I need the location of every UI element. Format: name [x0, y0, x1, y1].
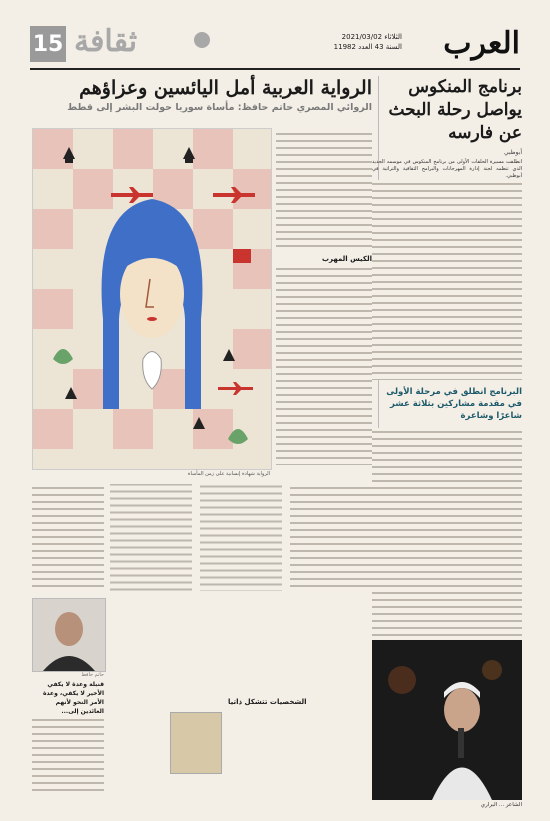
date-line: الثلاثاء 2021/03/02	[341, 33, 402, 41]
left-body	[32, 484, 104, 592]
section-mark-icon	[194, 32, 210, 48]
book-cover-image	[170, 712, 222, 774]
masthead	[30, 24, 520, 70]
issue-info	[334, 32, 402, 52]
middle-body-2	[276, 265, 372, 465]
middle-body	[276, 130, 372, 250]
right-story-body	[372, 180, 522, 380]
section-head-1: الكيس المهرب	[321, 255, 372, 263]
section-head-2: الشخصيات تتشكل ذاتيا	[228, 698, 307, 706]
left-bottom-body	[32, 716, 104, 796]
artwork-caption: الرواية شهادة إنسانية على زمن المأساة	[187, 471, 270, 477]
page-number: 15	[30, 26, 66, 62]
right-story-title: برنامج المنكوس يواصل رحلة البحث عن فارسه	[388, 77, 522, 143]
main-story-header	[32, 76, 372, 119]
main-story-title: الرواية العربية أمل اليائسين وعزاؤهم	[79, 77, 372, 99]
author-portrait-caption: حاتم حافظ	[81, 672, 104, 678]
newspaper-logo: العرب	[443, 26, 520, 61]
left-column	[32, 484, 104, 592]
section-name: ثقافة	[74, 24, 138, 59]
right-story-pull-quote: البرنامج انطلق في مرحلة الأولى في مقدمة مشاركين بثلاثة عشر شاعرًا وشاعرة	[386, 387, 522, 421]
middle-column	[276, 130, 372, 465]
author-portrait	[32, 598, 106, 672]
singer-photo-caption: الشاعر ... البراري	[480, 802, 522, 808]
chessboard-girl-artwork	[32, 128, 272, 470]
left-bottom-lines	[32, 716, 104, 796]
bottom-columns	[110, 484, 372, 591]
right-story	[372, 76, 522, 678]
author-quote: قنبلة وعدة لا يكفي الأخير لا يكفي، وعدة الأمر النحو لأنهم العائدين إلى...	[42, 681, 104, 715]
bottom-body	[110, 484, 372, 591]
right-story-lead: انطلقت مسيرة الحلقات الأولى من برنامج المنكوس في موسمه الجديد الذي تنظمه لجنة إدارة المهرجانات والبرامج الثقافية والتراثية في أبوظبي.	[372, 159, 522, 179]
singer-photo	[372, 640, 522, 800]
main-story-subtitle: الروائي المصري حاتم حافظ: مأساة سوريا حولت البشر إلى قطط	[67, 102, 372, 113]
issue-line: السنة 43 العدد 11982	[333, 43, 402, 51]
right-story-byline: أبوظبي	[503, 149, 522, 156]
